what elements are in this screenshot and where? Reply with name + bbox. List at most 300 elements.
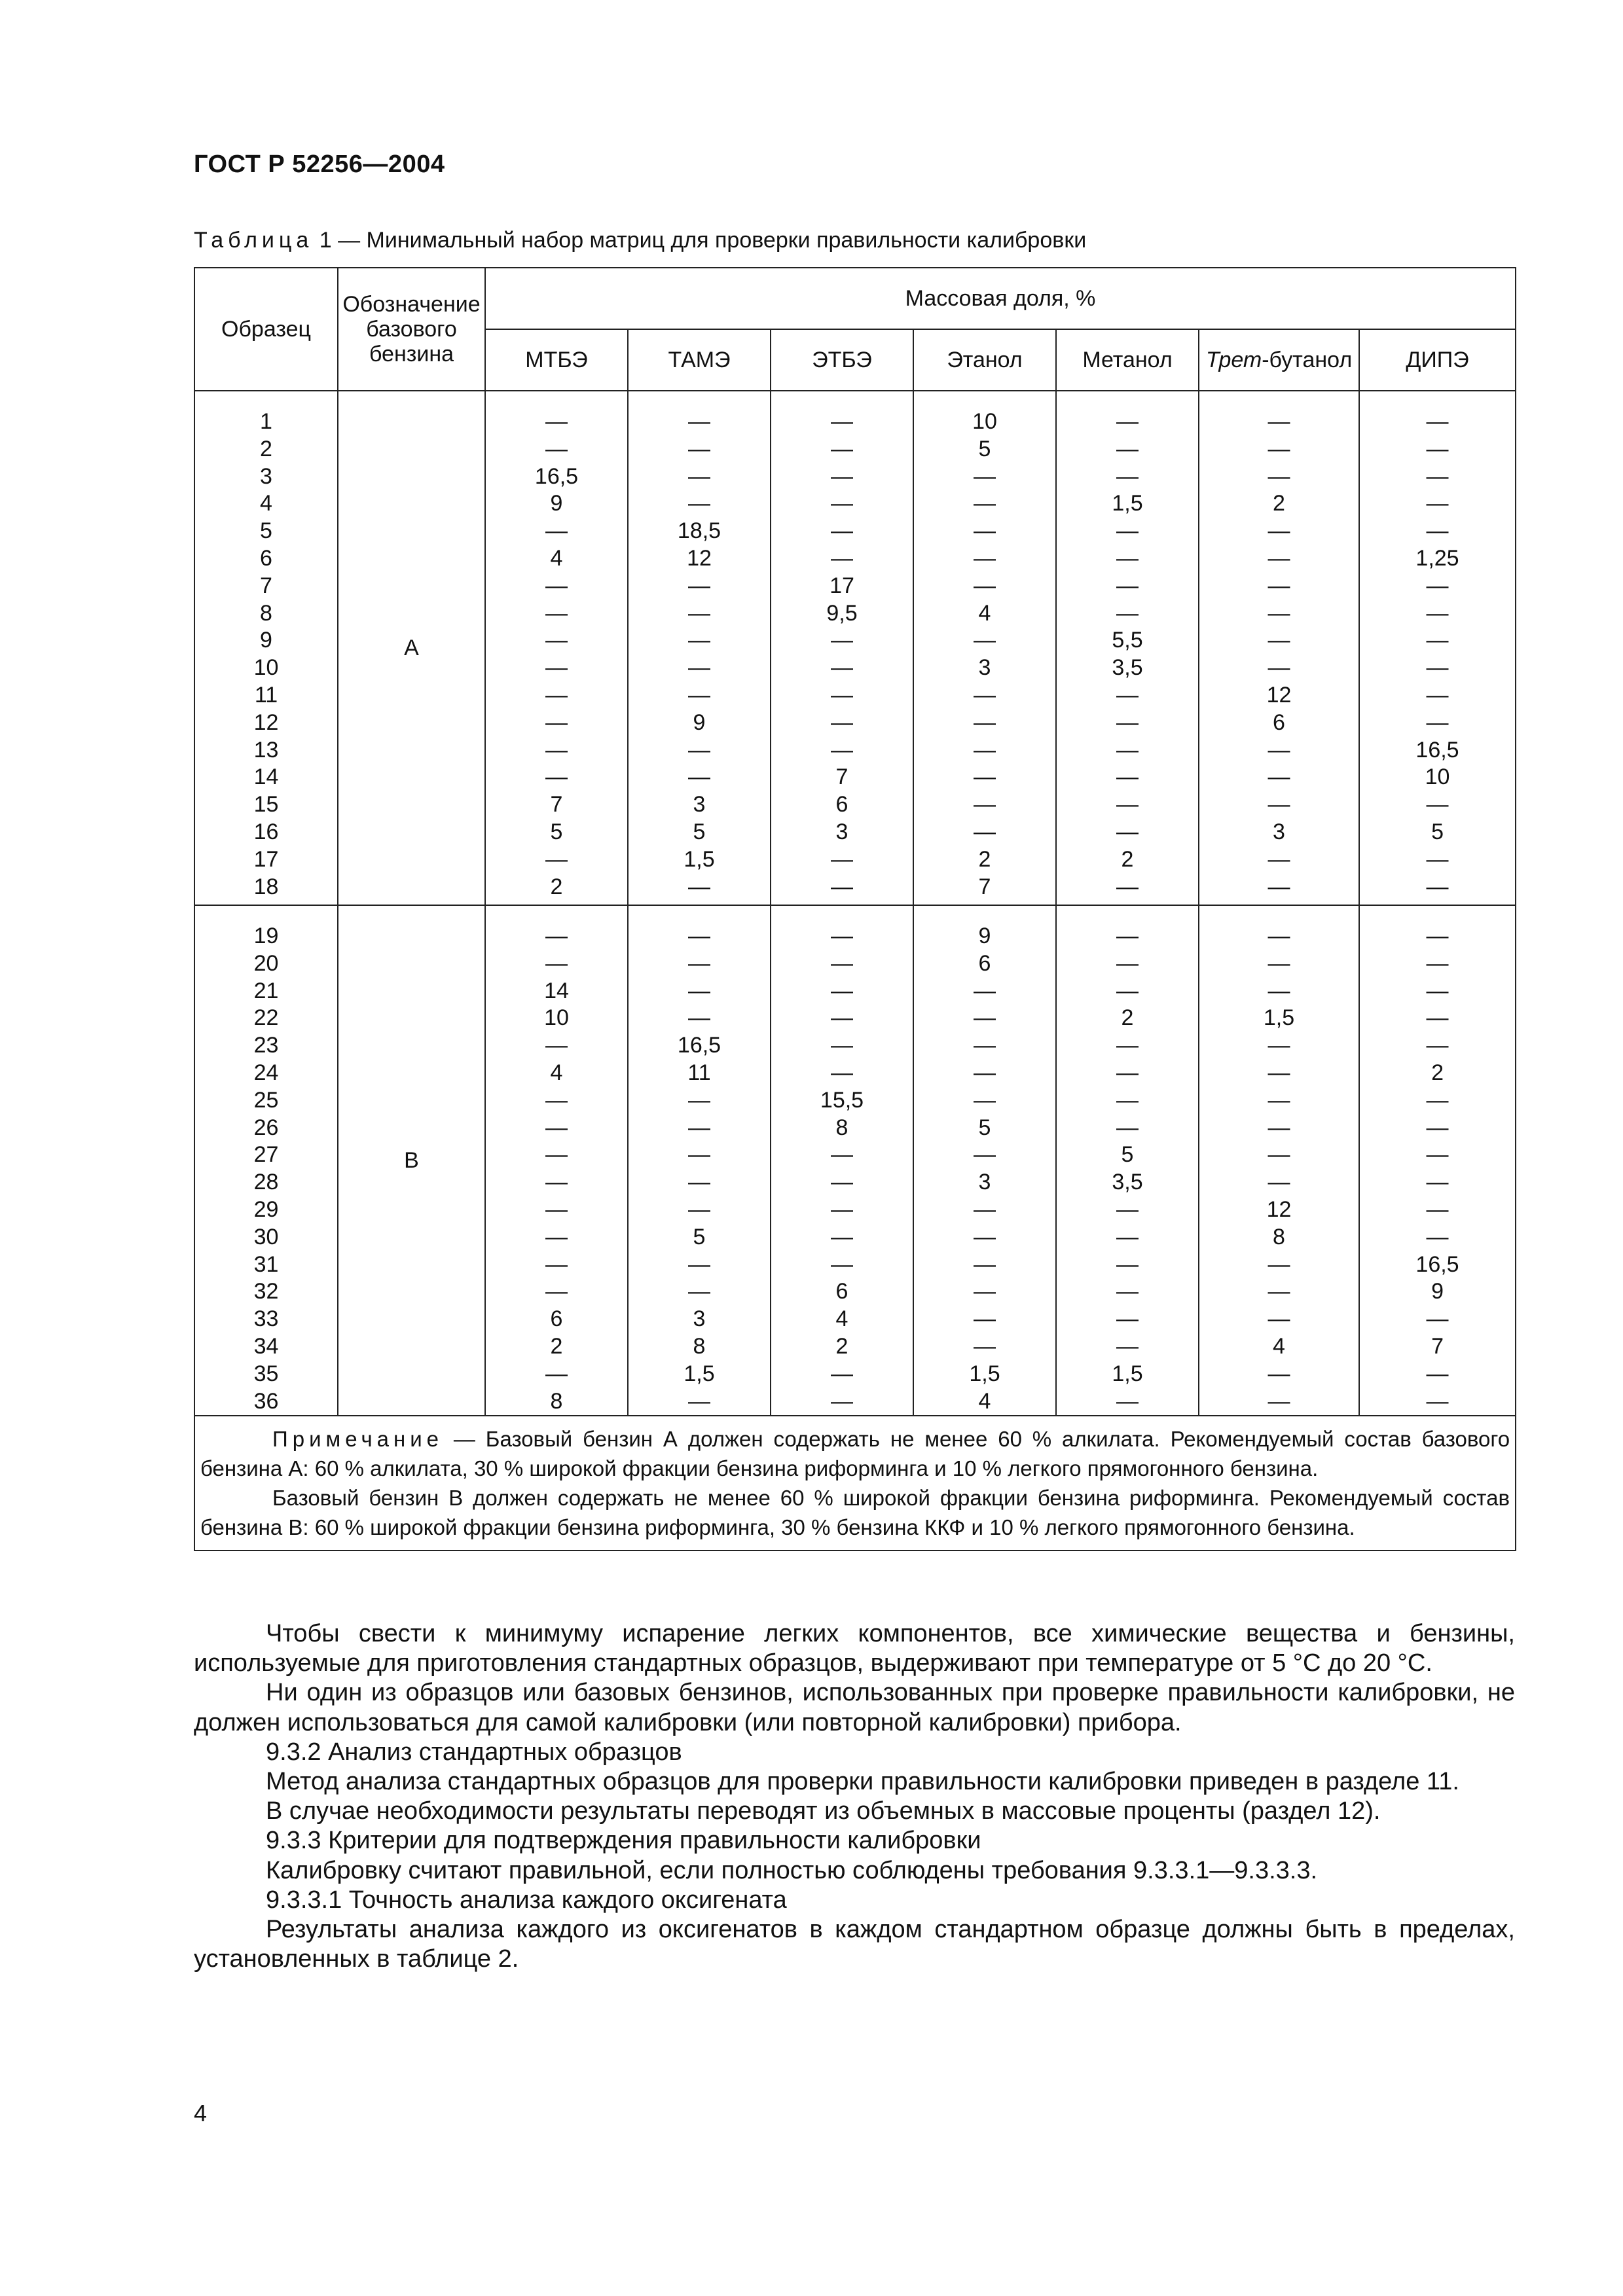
table-caption-text: 1 — Минимальный набор матриц для проверки правильности калибровки — [313, 228, 1087, 253]
table-cell: — — [831, 628, 853, 653]
table-cell: — — [974, 1251, 996, 1277]
table-cell: 6 — [550, 1306, 563, 1332]
table-cell: 9 — [260, 628, 272, 653]
table-cell: 15,5 — [820, 1087, 864, 1113]
table-cell: 36 — [253, 1388, 279, 1414]
base-gasoline-label: A — [338, 391, 485, 905]
table-cell: — — [545, 1087, 568, 1113]
table-cell: — — [1426, 924, 1449, 948]
table-cell: 12 — [1266, 682, 1292, 708]
table-cell: — — [688, 491, 710, 516]
etbe-column — [771, 905, 913, 1416]
table-cell: — — [688, 436, 710, 461]
table-cell: — — [974, 628, 996, 653]
table-cell: — — [545, 436, 568, 461]
table-cell: — — [831, 1060, 853, 1085]
table-cell: — — [1267, 518, 1290, 544]
methanol-column — [1056, 905, 1199, 1416]
table-cell: — — [831, 1033, 853, 1058]
table-cell: — — [1116, 1060, 1139, 1085]
ethanol-column — [913, 905, 1056, 1416]
table-cell: 10 — [253, 655, 279, 681]
table-cell: — — [1116, 1251, 1139, 1277]
table-cell: 16,5 — [1415, 737, 1459, 762]
table-cell: — — [831, 1388, 853, 1414]
table-cell: 8 — [260, 600, 272, 626]
table-cell: 5 — [693, 1224, 706, 1249]
table-cell: 1,5 — [684, 846, 715, 872]
table-cell: — — [1116, 1115, 1139, 1140]
table-cell: — — [974, 682, 996, 708]
paragraph: Результаты анализа каждого из оксигенатов в каждом стандартном образце должны быть в пределах, установленных в таблице 2. — [194, 1916, 1515, 1973]
table-cell: — — [1116, 1087, 1139, 1113]
table-cell: 11 — [254, 682, 278, 708]
header-dipe: ДИПЭ — [1359, 329, 1516, 391]
table-cell: — — [1426, 436, 1449, 461]
table-cell: — — [974, 1306, 996, 1332]
table-cell: — — [1267, 846, 1290, 872]
table-cell: 28 — [253, 1170, 279, 1195]
table-cell: — — [1116, 924, 1139, 948]
table-cell: 26 — [253, 1115, 279, 1140]
table-cell: — — [545, 409, 568, 434]
table-cell: — — [1267, 1170, 1290, 1195]
table-cell: — — [831, 1005, 853, 1031]
table-cell: — — [831, 409, 853, 434]
table-cell: — — [688, 1279, 710, 1304]
table-cell: — — [1426, 491, 1449, 516]
table-cell: 7 — [550, 792, 563, 817]
table-cell: — — [545, 1251, 568, 1277]
table-cell: 2 — [835, 1333, 848, 1359]
table-cell: — — [1267, 409, 1290, 434]
table-cell: — — [974, 1060, 996, 1085]
header-etbe: ЭТБЭ — [771, 329, 913, 391]
body-text — [194, 1619, 1515, 1974]
table-cell: 16,5 — [534, 463, 579, 489]
table-cell: — — [688, 628, 710, 653]
table-cell: 25 — [253, 1087, 279, 1113]
table-cell: — — [1426, 409, 1449, 434]
table-cell: 9 — [978, 924, 991, 948]
page-number: 4 — [194, 2100, 208, 2126]
table-cell: — — [545, 846, 568, 872]
table-cell: — — [688, 1196, 710, 1222]
table-cell: — — [831, 1361, 853, 1386]
table-cell: — — [974, 1087, 996, 1113]
table-cell: 30 — [253, 1224, 279, 1249]
table-cell: 15 — [253, 792, 279, 817]
table-cell: — — [545, 1196, 568, 1222]
note-row — [194, 1416, 1516, 1551]
table-cell: 1 — [260, 409, 272, 434]
table-cell: 27 — [253, 1142, 279, 1168]
table-cell: 19 — [253, 924, 279, 948]
table-cell: — — [831, 1196, 853, 1222]
table-cell: — — [1426, 1170, 1449, 1195]
table-cell: — — [974, 1279, 996, 1304]
table-cell: 6 — [835, 792, 848, 817]
table-cell: — — [1116, 545, 1139, 571]
table-cell: — — [1116, 682, 1139, 708]
table-cell: — — [688, 1115, 710, 1140]
header-ethanol: Этанол — [913, 329, 1056, 391]
table-cell: — — [688, 409, 710, 434]
table-cell: — — [688, 874, 710, 899]
table-cell: — — [974, 491, 996, 516]
table-cell: — — [688, 1142, 710, 1168]
table-cell: — — [974, 764, 996, 790]
table-cell: — — [1116, 573, 1139, 598]
table-cell: — — [1116, 1388, 1139, 1414]
table-cell: — — [1426, 1005, 1449, 1031]
table-cell: 10 — [1425, 764, 1450, 790]
table-cell: — — [545, 1361, 568, 1386]
table-cell: — — [688, 600, 710, 626]
table-cell: — — [1116, 463, 1139, 489]
table-cell: 2 — [1121, 846, 1134, 872]
note-paragraph-2: Базовый бензин В должен содержать не менее 60 % широкой фракции бензина риформинга. Рекомендуемый состав бензина В: 60 % широкой фракции бензина риформинга, 30 % бензина ККФ и 10 % легкого прямогонного бензина. — [200, 1486, 1510, 1540]
table-cell: 6 — [978, 950, 991, 976]
paragraph: Калибровку считают правильной, если полностью соблюдены требования 9.3.3.1—9.3.3.3. — [266, 1856, 1318, 1884]
table-cell: — — [1116, 1279, 1139, 1304]
table-cell: — — [688, 924, 710, 948]
table-cell: — — [1267, 600, 1290, 626]
table-cell: — — [545, 737, 568, 762]
table-cell: — — [545, 1224, 568, 1249]
table-cell: — — [1267, 1361, 1290, 1386]
table-cell: — — [1426, 1306, 1449, 1332]
section-heading: 9.3.2 Анализ стандартных образцов — [266, 1738, 682, 1766]
samples-column — [194, 391, 338, 905]
table-cell: 9 — [550, 491, 563, 516]
header-base-gasoline: Обозначение базового бензина — [338, 268, 485, 391]
table-cell: — — [1116, 409, 1139, 434]
table-cell: 32 — [253, 1279, 279, 1304]
table-cell: — — [1426, 463, 1449, 489]
table-cell: — — [1267, 573, 1290, 598]
table-cell: — — [974, 463, 996, 489]
table-cell: 5 — [1121, 1142, 1134, 1168]
table-cell: — — [1267, 1142, 1290, 1168]
table-cell: 2 — [550, 874, 563, 899]
table-cell: — — [831, 1170, 853, 1195]
calibration-matrix-table — [194, 267, 1516, 1551]
table-cell: — — [1267, 950, 1290, 976]
table-cell: 5 — [693, 819, 706, 844]
table-cell: 12 — [253, 709, 279, 735]
table-cell: 7 — [978, 874, 991, 899]
table-cell: — — [831, 874, 853, 899]
table-cell: — — [1426, 655, 1449, 681]
table-cell: 4 — [550, 1060, 563, 1085]
table-cell: 14 — [544, 978, 569, 1003]
table-cell: — — [1267, 737, 1290, 762]
table-cell: 4 — [260, 491, 272, 516]
group-a-row — [194, 391, 1516, 905]
table-cell: — — [545, 1142, 568, 1168]
table-cell: 9 — [1431, 1279, 1444, 1304]
table-cell: — — [974, 518, 996, 544]
table-cell: 3 — [835, 819, 848, 844]
table-cell: — — [1267, 1306, 1290, 1332]
table-cell: 34 — [253, 1333, 279, 1359]
table-cell: 1,5 — [1112, 1361, 1143, 1386]
table-cell: 4 — [978, 1388, 991, 1414]
table-cell: — — [1267, 1388, 1290, 1414]
table-caption — [194, 228, 1086, 253]
table-cell: 16 — [253, 819, 279, 844]
table-cell: — — [1426, 792, 1449, 817]
table-cell: — — [1116, 978, 1139, 1003]
table-cell: 8 — [693, 1333, 706, 1359]
table-cell: 6 — [260, 545, 272, 571]
table-cell: 5 — [1431, 819, 1444, 844]
table-cell: 20 — [253, 950, 279, 976]
table-cell: 2 — [1273, 491, 1285, 516]
table-cell: — — [545, 1115, 568, 1140]
table-cell: — — [1267, 1115, 1290, 1140]
table-cell: 10 — [972, 409, 997, 434]
table-cell: — — [1116, 764, 1139, 790]
tert-butanol-column — [1199, 905, 1359, 1416]
tame-column — [628, 905, 771, 1416]
table-cell: — — [688, 950, 710, 976]
table-cell: 29 — [253, 1196, 279, 1222]
table-cell: — — [545, 1279, 568, 1304]
table-cell: — — [1267, 978, 1290, 1003]
table-cell: — — [1426, 950, 1449, 976]
table-cell: — — [1116, 709, 1139, 735]
table-cell: — — [1116, 436, 1139, 461]
dipe-column — [1359, 905, 1516, 1416]
table-cell: — — [688, 1170, 710, 1195]
table-cell: 22 — [253, 1005, 279, 1031]
table-cell: 8 — [835, 1115, 848, 1140]
table-cell: — — [1116, 792, 1139, 817]
table-cell: — — [688, 1251, 710, 1277]
table-cell: — — [1116, 600, 1139, 626]
table-cell: — — [831, 737, 853, 762]
table-cell: 3,5 — [1112, 1170, 1143, 1195]
table-cell: 3,5 — [1112, 655, 1143, 681]
header-mtbe: МТБЭ — [485, 329, 628, 391]
table-cell: — — [1426, 709, 1449, 735]
table-cell: — — [1116, 1306, 1139, 1332]
table-cell: — — [688, 463, 710, 489]
table-cell: — — [545, 924, 568, 948]
table-cell: 7 — [835, 764, 848, 790]
table-cell: — — [1426, 1196, 1449, 1222]
table-cell: 31 — [253, 1251, 279, 1277]
table-cell: 16,5 — [1415, 1251, 1459, 1277]
table-cell: 18,5 — [677, 518, 721, 544]
table-cell: 35 — [253, 1361, 279, 1386]
table-cell: 1,5 — [684, 1361, 715, 1386]
table-cell: — — [1426, 600, 1449, 626]
table-cell: — — [1116, 1033, 1139, 1058]
ethanol-column — [913, 391, 1056, 905]
note-label: Примечание — [272, 1427, 444, 1452]
table-cell: 9 — [693, 709, 706, 735]
table-cell: 21 — [253, 978, 279, 1003]
table-cell: — — [974, 737, 996, 762]
etbe-column — [771, 391, 913, 905]
tert-butanol-column — [1199, 391, 1359, 905]
document-header: ГОСТ Р 52256—2004 — [194, 151, 445, 178]
table-cell: — — [1116, 737, 1139, 762]
table-cell: — — [1426, 978, 1449, 1003]
table-cell: — — [974, 1033, 996, 1058]
table-cell: 23 — [253, 1033, 279, 1058]
paragraph: Метод анализа стандартных образцов для проверки правильности калибровки приведен в разделе 11. — [266, 1768, 1459, 1796]
table-cell: — — [1426, 518, 1449, 544]
table-cell: 2 — [260, 436, 272, 461]
header-tame: ТАМЭ — [628, 329, 771, 391]
table-cell: — — [831, 436, 853, 461]
paragraph: В случае необходимости результаты переводят из объемных в массовые проценты (раздел 12). — [266, 1797, 1381, 1825]
table-cell: 3 — [260, 463, 272, 489]
table-cell: 1,25 — [1415, 545, 1459, 571]
table-cell: — — [1267, 764, 1290, 790]
paragraph: Чтобы свести к минимуму испарение легких компонентов, все химические вещества и бензины, используемые для приготовления стандартных образцов, выдерживают при температуре от 5 °С до 20 °С. — [194, 1620, 1515, 1677]
table-cell: — — [545, 1033, 568, 1058]
header-methanol: Метанол — [1056, 329, 1199, 391]
table-cell: — — [831, 1251, 853, 1277]
table-cell: — — [1426, 682, 1449, 708]
samples-column — [194, 905, 338, 1416]
table-cell: 6 — [835, 1279, 848, 1304]
table-cell: — — [1426, 1388, 1449, 1414]
table-cell: — — [831, 1224, 853, 1249]
header-sample: Образец — [194, 268, 338, 391]
table-cell: 3 — [978, 655, 991, 681]
table-cell: 11 — [687, 1060, 711, 1085]
table-cell: — — [1267, 1087, 1290, 1113]
table-cell: — — [974, 819, 996, 844]
table-cell: — — [974, 1224, 996, 1249]
table-cell: — — [545, 628, 568, 653]
table-cell: 5,5 — [1112, 628, 1143, 653]
table-cell: — — [831, 518, 853, 544]
table-cell: — — [1267, 1251, 1290, 1277]
table-cell: — — [1426, 846, 1449, 872]
table-cell: — — [688, 1087, 710, 1113]
table-cell: — — [831, 978, 853, 1003]
tame-column — [628, 391, 771, 905]
table-cell: — — [1267, 436, 1290, 461]
section-heading: 9.3.3 Критерии для подтверждения правильности калибровки — [266, 1827, 981, 1855]
table-cell: — — [831, 709, 853, 735]
table-cell: — — [545, 709, 568, 735]
table-cell: — — [1426, 1033, 1449, 1058]
table-cell: 3 — [978, 1170, 991, 1195]
table-cell: — — [831, 924, 853, 948]
table-cell: — — [1426, 573, 1449, 598]
mtbe-column — [485, 391, 628, 905]
table-cell: — — [1426, 628, 1449, 653]
table-cell: — — [831, 655, 853, 681]
table-cell: — — [974, 545, 996, 571]
header-mass-fraction: Массовая доля, % — [485, 268, 1516, 329]
table-cell: 12 — [687, 545, 712, 571]
table-cell: 12 — [1266, 1196, 1292, 1222]
table-cell: — — [974, 1142, 996, 1168]
table-cell: 33 — [253, 1306, 279, 1332]
table-cell: — — [1426, 1115, 1449, 1140]
table-caption-label: Таблица — [194, 228, 314, 253]
table-cell: — — [1267, 545, 1290, 571]
table-cell: 24 — [253, 1060, 279, 1085]
table-cell: — — [688, 1388, 710, 1414]
table-cell: — — [1267, 628, 1290, 653]
table-cell: — — [1267, 1060, 1290, 1085]
table-cell: — — [1267, 1279, 1290, 1304]
table-cell: — — [688, 682, 710, 708]
table-cell: — — [688, 764, 710, 790]
table-cell: — — [974, 978, 996, 1003]
table-cell: — — [831, 545, 853, 571]
table-cell: — — [1116, 874, 1139, 899]
header-tert-butanol: Трет-бутанол — [1199, 329, 1359, 391]
table-cell: 2 — [550, 1333, 563, 1359]
table-cell: 13 — [253, 737, 279, 762]
table-cell: 5 — [978, 1115, 991, 1140]
table-cell: — — [688, 655, 710, 681]
table-cell: 2 — [1431, 1060, 1444, 1085]
table-cell: — — [1116, 950, 1139, 976]
table-cell: 14 — [253, 764, 279, 790]
table-cell: 1,5 — [1112, 491, 1143, 516]
table-cell: — — [831, 1142, 853, 1168]
table-cell: — — [974, 709, 996, 735]
table-cell: — — [974, 792, 996, 817]
table-cell: — — [545, 764, 568, 790]
dipe-column — [1359, 391, 1516, 905]
table-cell: — — [974, 573, 996, 598]
table-cell: 16,5 — [677, 1033, 721, 1058]
table-cell: 17 — [253, 846, 279, 872]
methanol-column — [1056, 391, 1199, 905]
table-cell: — — [1116, 1333, 1139, 1359]
table-cell: 8 — [550, 1388, 563, 1414]
section-heading: 9.3.3.1 Точность анализа каждого оксигената — [266, 1886, 787, 1914]
mtbe-column — [485, 905, 628, 1416]
table-cell: — — [831, 950, 853, 976]
table-cell: — — [545, 682, 568, 708]
table-cell: — — [1267, 655, 1290, 681]
table-cell: — — [688, 1005, 710, 1031]
table-cell: — — [545, 950, 568, 976]
table-cell: — — [1426, 1224, 1449, 1249]
table-cell: — — [1426, 1361, 1449, 1386]
table-cell: 18 — [253, 874, 279, 899]
table-cell: 5 — [260, 518, 272, 544]
table-cell: 1,5 — [969, 1361, 1000, 1386]
table-cell: 4 — [1273, 1333, 1285, 1359]
table-cell: 6 — [1273, 709, 1285, 735]
table-cell: — — [1426, 1142, 1449, 1168]
table-cell: 1,5 — [1263, 1005, 1295, 1031]
table-cell: — — [1267, 924, 1290, 948]
table-cell: — — [1267, 1033, 1290, 1058]
table-cell: — — [831, 463, 853, 489]
table-cell: 7 — [260, 573, 272, 598]
table-cell: 5 — [550, 819, 563, 844]
table-cell: 2 — [1121, 1005, 1134, 1031]
table-cell: — — [974, 1196, 996, 1222]
table-cell: — — [1116, 819, 1139, 844]
